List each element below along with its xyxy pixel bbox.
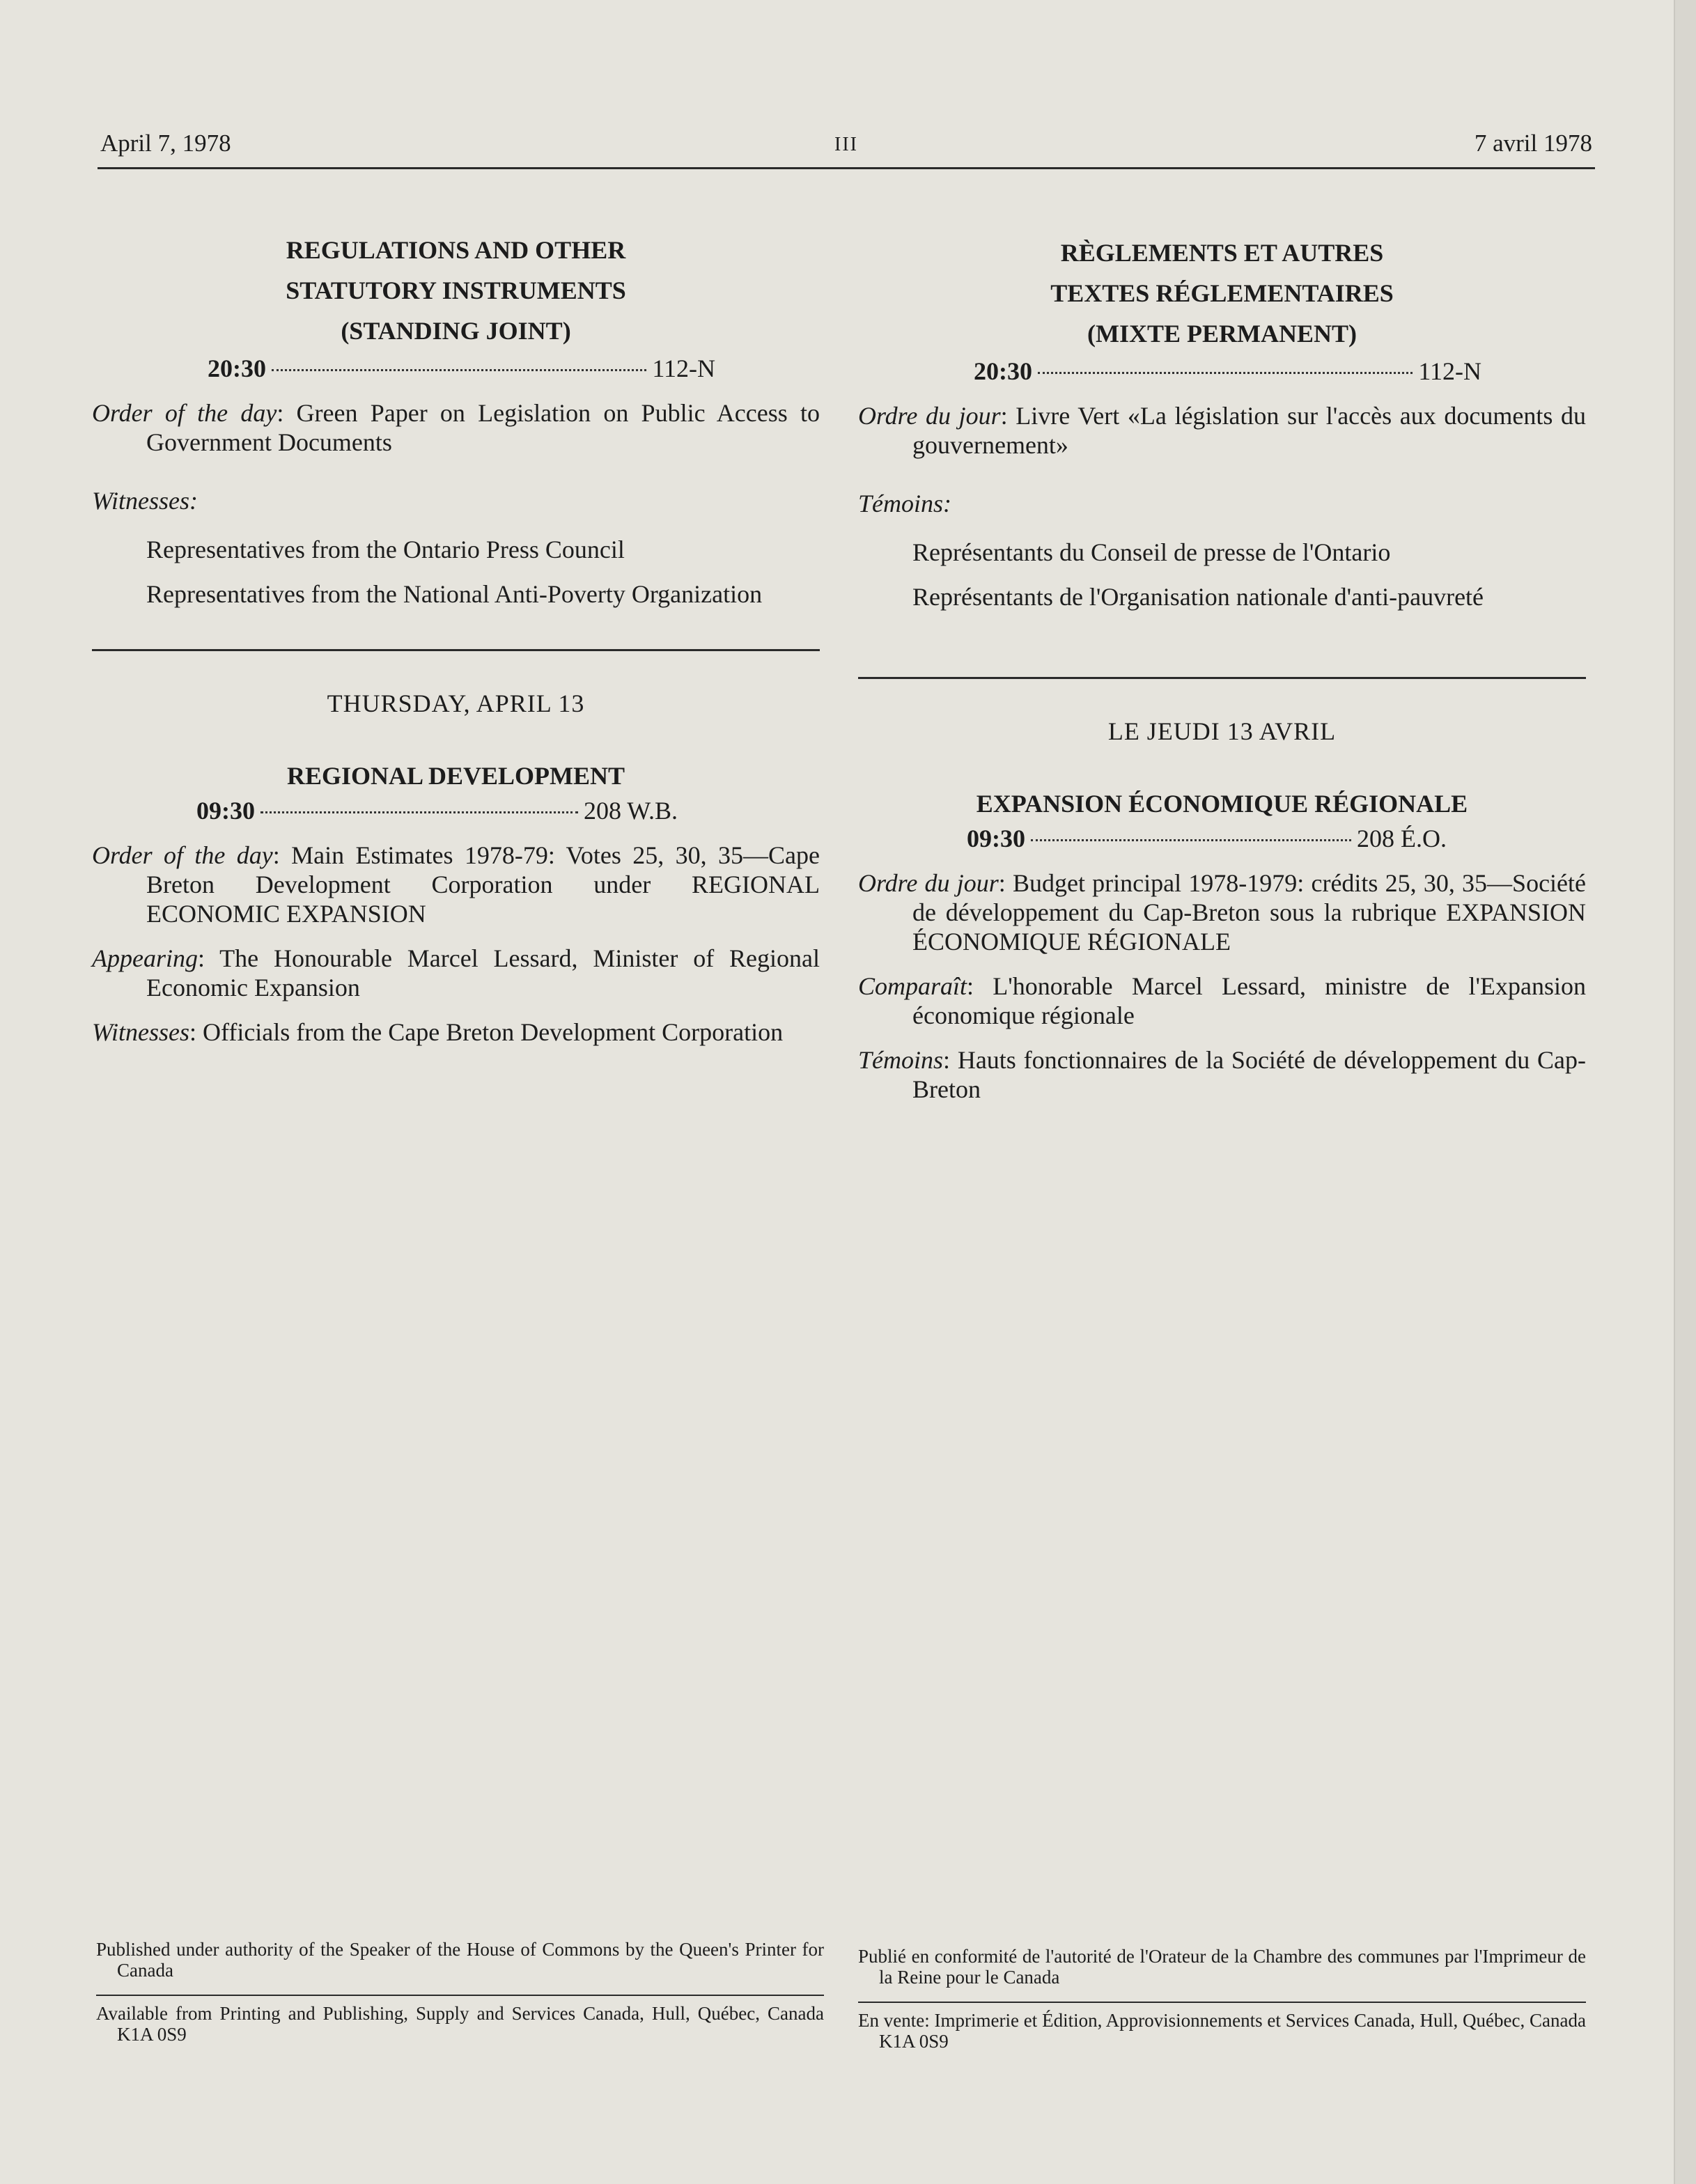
order-text: : Budget principal 1978-1979: crédits 25, 30, 35—Société de développement du Cap-Breton sous la rubrique EXPANSION ÉCONOMIQUE RÉGIONALE <box>912 869 1587 956</box>
witnesses <box>92 1017 820 1047</box>
order-label: Ordre du jour <box>858 869 999 897</box>
committee-title-line: TEXTES RÉGLEMENTAIRES <box>1050 279 1394 307</box>
day-heading: LE JEUDI 13 AVRIL <box>1107 717 1337 745</box>
committee-title-line: (MIXTE PERMANENT) <box>1087 320 1357 348</box>
page-edge <box>1674 0 1696 2184</box>
witness-item: Representatives from the Ontario Press Council <box>146 536 625 563</box>
header-date-english: April 7, 1978 <box>100 130 231 157</box>
meeting-time-room <box>92 796 820 825</box>
publication-notice: Published under authority of the Speaker of the House of Commons by the Queen's Printer for Canada <box>96 1939 824 1981</box>
appearing-text: : L'honorable Marcel Lessard, ministre de l'Expansion économique régionale <box>912 972 1586 1029</box>
availability-notice: En vente: Imprimerie et Édition, Approvisionnements et Services Canada, Hull, Québec, Canada K1A 0S9 <box>858 2010 1586 2052</box>
leader-dots <box>1038 372 1413 374</box>
meeting-time: 09:30 <box>967 825 1025 852</box>
order-text: : Green Paper on Legislation on Public Access to Government Documents <box>146 399 820 456</box>
appearing-text: : The Honourable Marcel Lessard, Minister of Regional Economic Expansion <box>146 944 820 1001</box>
english-footer <box>96 1939 824 2045</box>
order-text: : Main Estimates 1978-79: Votes 25, 30, 35—Cape Breton Development Corporation under REGIONAL ECONOMIC EXPANSION <box>146 841 820 928</box>
committee-title: REGIONAL DEVELOPMENT <box>286 762 625 790</box>
order-of-the-day <box>858 868 1586 956</box>
witnesses-text: : Hauts fonctionnaires de la Société de développement du Cap-Breton <box>912 1046 1586 1103</box>
committee-title: EXPANSION ÉCONOMIQUE RÉGIONALE <box>976 790 1468 818</box>
meeting-room: 208 W.B. <box>583 797 678 825</box>
committee-title <box>858 233 1586 354</box>
leader-dots <box>260 811 578 813</box>
availability-notice: Available from Printing and Publishing, Supply and Services Canada, Hull, Québec, Canada K1A 0S9 <box>96 2003 824 2045</box>
witnesses-heading: Witnesses: <box>92 487 198 515</box>
order-label: Order of the day <box>92 399 277 427</box>
french-column <box>858 233 1586 1104</box>
meeting-time-room <box>858 824 1586 853</box>
witnesses-label: Witnesses <box>92 1018 189 1046</box>
leader-dots <box>1031 839 1351 841</box>
meeting-time: 09:30 <box>196 797 255 825</box>
meeting-room: 208 É.O. <box>1357 825 1447 852</box>
appearing-label: Comparaît <box>858 972 967 1000</box>
witnesses-label: Témoins <box>858 490 944 517</box>
leader-dots <box>272 369 646 371</box>
meeting-room: 112-N <box>652 354 715 382</box>
order-label: Ordre du jour <box>858 402 1001 430</box>
appearing <box>92 944 820 1002</box>
witnesses-heading: Témoins: <box>858 490 952 517</box>
meeting-time: 20:30 <box>974 357 1032 385</box>
witnesses-label: Witnesses <box>92 487 189 515</box>
witness-item: Représentants de l'Organisation nationale d'anti-pauvreté <box>912 583 1484 611</box>
appearing-label: Appearing <box>92 944 198 972</box>
committee-title-line: (STANDING JOINT) <box>341 317 571 345</box>
french-footer <box>858 1946 1586 2052</box>
header-date-french: 7 avril 1978 <box>1474 130 1592 157</box>
committee-title-line: STATUTORY INSTRUMENTS <box>286 276 626 304</box>
witnesses <box>858 1045 1586 1104</box>
order-label: Order of the day <box>92 841 273 869</box>
section-divider <box>858 677 1586 679</box>
day-heading: THURSDAY, APRIL 13 <box>327 689 585 717</box>
publication-notice: Publié en conformité de l'autorité de l'Orateur de la Chambre des communes par l'Imprimeur de la Reine pour le Canada <box>858 1946 1586 1988</box>
section-divider <box>92 649 820 651</box>
footer-divider <box>96 1995 824 1996</box>
meeting-time: 20:30 <box>208 354 266 382</box>
committee-title <box>92 230 820 351</box>
order-of-the-day <box>858 401 1586 460</box>
witnesses-label: Témoins <box>858 1046 944 1074</box>
witness-item: Représentants du Conseil de presse de l'Ontario <box>912 538 1391 566</box>
meeting-room: 112-N <box>1418 357 1481 385</box>
witnesses-text: : Officials from the Cape Breton Development Corporation <box>189 1018 784 1046</box>
running-header <box>98 125 1595 169</box>
committee-title-line: RÈGLEMENTS ET AUTRES <box>1060 239 1384 267</box>
appearing <box>858 972 1586 1030</box>
meeting-time-room <box>858 357 1586 386</box>
english-column <box>92 230 820 1047</box>
page-number: III <box>834 134 858 155</box>
meeting-time-room <box>92 354 820 383</box>
witness-item: Representatives from the National Anti-Poverty Organization <box>146 580 763 608</box>
committee-title-line: REGULATIONS AND OTHER <box>286 236 626 264</box>
order-of-the-day <box>92 841 820 928</box>
footer-divider <box>858 2002 1586 2003</box>
order-of-the-day <box>92 398 820 457</box>
order-text: : Livre Vert «La législation sur l'accès aux documents du gouvernement» <box>912 402 1586 459</box>
